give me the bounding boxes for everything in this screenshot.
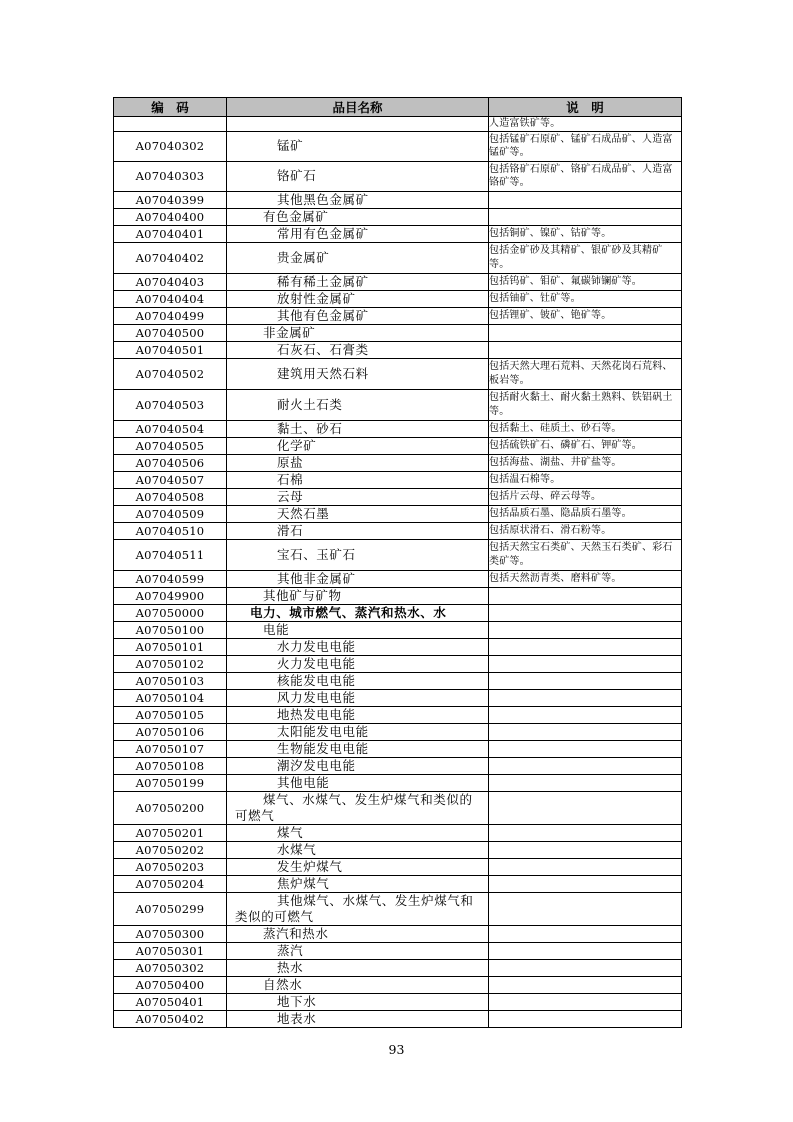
table-row	[114, 638, 682, 655]
item-description-cell: 包括片云母、碎云母等。	[489, 488, 682, 505]
item-name-cell	[227, 892, 489, 925]
table-row	[114, 757, 682, 774]
item-name-cell: 核能发电电能	[227, 672, 489, 689]
table-row	[114, 437, 682, 454]
table-header-row	[114, 98, 682, 117]
item-code-cell: A07040507	[114, 471, 227, 488]
item-description-cell: 包括温石棉等。	[489, 471, 682, 488]
item-name-cell: 云母	[227, 488, 489, 505]
item-description-cell	[489, 723, 682, 740]
item-description-cell	[489, 774, 682, 791]
item-code-cell: A07049900	[114, 587, 227, 604]
table-row	[114, 689, 682, 706]
item-name-cell: 其他矿与矿物	[227, 587, 489, 604]
item-code-cell: A07050100	[114, 621, 227, 638]
item-name-cell: 建筑用天然石料	[227, 358, 489, 389]
item-name-cell: 热水	[227, 959, 489, 976]
item-code-cell: A07040599	[114, 570, 227, 587]
table-row	[114, 892, 682, 925]
table-row	[114, 522, 682, 539]
header-item-name: 品目名称	[227, 98, 489, 117]
item-code-cell: A07050200	[114, 791, 227, 824]
table-row	[114, 959, 682, 976]
item-code-cell: A07050299	[114, 892, 227, 925]
item-description-cell: 包括铀矿、钍矿等。	[489, 290, 682, 307]
item-name-cell	[227, 117, 489, 132]
table-row	[114, 191, 682, 208]
table-row	[114, 358, 682, 389]
table-row	[114, 723, 682, 740]
item-name-cell: 宝石、玉矿石	[227, 539, 489, 570]
item-description-cell	[489, 341, 682, 358]
item-name-cell: 其他有色金属矿	[227, 307, 489, 324]
item-code-cell: A07050105	[114, 706, 227, 723]
item-code-cell: A07040503	[114, 389, 227, 420]
table-row	[114, 341, 682, 358]
item-code-cell: A07050103	[114, 672, 227, 689]
item-code-cell: A07040404	[114, 290, 227, 307]
item-name-cell: 放射性金属矿	[227, 290, 489, 307]
item-code-cell: A07040505	[114, 437, 227, 454]
table-row	[114, 604, 682, 621]
item-name-cell: 铬矿石	[227, 161, 489, 191]
item-code-cell: A07050201	[114, 824, 227, 841]
item-code-cell: A07040400	[114, 208, 227, 225]
item-name-cell: 贵金属矿	[227, 242, 489, 273]
item-name-cell: 地下水	[227, 993, 489, 1010]
item-name-cell: 黏土、砂石	[227, 420, 489, 437]
table-row	[114, 672, 682, 689]
item-name-cell: 太阳能发电电能	[227, 723, 489, 740]
item-code-cell: A07040401	[114, 225, 227, 242]
item-description-cell: 包括晶质石墨、隐晶质石墨等。	[489, 505, 682, 522]
table-row	[114, 454, 682, 471]
table-row	[114, 976, 682, 993]
item-code-cell: A07050204	[114, 875, 227, 892]
item-name-cell: 水力发电电能	[227, 638, 489, 655]
item-description-cell: 包括钨矿、钼矿、氟碳铈镧矿等。	[489, 273, 682, 290]
item-name-cell: 化学矿	[227, 437, 489, 454]
item-code-cell: A07050104	[114, 689, 227, 706]
item-description-cell	[489, 689, 682, 706]
item-name-cell: 潮汐发电电能	[227, 757, 489, 774]
header-code: 编 码	[114, 98, 227, 117]
table-row	[114, 539, 682, 570]
item-name-cell: 石棉	[227, 471, 489, 488]
item-description-cell	[489, 858, 682, 875]
table-row	[114, 324, 682, 341]
item-description-cell	[489, 791, 682, 824]
item-description-cell	[489, 655, 682, 672]
table-row	[114, 993, 682, 1010]
item-description-cell	[489, 706, 682, 723]
item-name-cell: 地表水	[227, 1010, 489, 1027]
item-description-cell	[489, 925, 682, 942]
table-row	[114, 471, 682, 488]
item-code-cell: A07040502	[114, 358, 227, 389]
item-code-cell: A07040499	[114, 307, 227, 324]
item-code-cell: A07050199	[114, 774, 227, 791]
table-row	[114, 621, 682, 638]
item-description-cell	[489, 672, 682, 689]
table-row	[114, 225, 682, 242]
item-description-cell	[489, 841, 682, 858]
item-code-cell: A07040402	[114, 242, 227, 273]
item-code-cell: A07050202	[114, 841, 227, 858]
table-row	[114, 208, 682, 225]
item-description-cell: 包括天然沥青类、磨料矿等。	[489, 570, 682, 587]
item-code-cell: A07040403	[114, 273, 227, 290]
item-description-cell: 包括锂矿、铍矿、铯矿等。	[489, 307, 682, 324]
table-row	[114, 161, 682, 191]
item-name-cell: 自然水	[227, 976, 489, 993]
item-name-cell: 非金属矿	[227, 324, 489, 341]
item-code-cell: A07040303	[114, 161, 227, 191]
item-name-text: 煤气、水煤气、发生炉煤气和类似的可燃气	[235, 791, 473, 823]
item-description-cell	[489, 993, 682, 1010]
table-row	[114, 488, 682, 505]
page-number: 93	[388, 1042, 405, 1057]
table-row	[114, 858, 682, 875]
item-name-cell: 其他黑色金属矿	[227, 191, 489, 208]
item-code-cell: A07040508	[114, 488, 227, 505]
item-code-cell: A07050400	[114, 976, 227, 993]
item-code-cell: A07040511	[114, 539, 227, 570]
item-name-cell: 天然石墨	[227, 505, 489, 522]
item-description-cell: 人造富铁矿等。	[489, 117, 682, 132]
item-description-cell	[489, 824, 682, 841]
item-name-cell: 蒸汽	[227, 942, 489, 959]
item-description-cell	[489, 757, 682, 774]
item-description-cell: 包括天然大理石荒料、天然花岗石荒料、板岩等。	[489, 358, 682, 389]
item-description-cell: 包括黏土、硅质土、砂石等。	[489, 420, 682, 437]
table-row	[114, 273, 682, 290]
item-description-cell	[489, 191, 682, 208]
header-description: 说 明	[489, 98, 682, 117]
item-code-cell: A07050301	[114, 942, 227, 959]
table-row	[114, 791, 682, 824]
item-code-cell: A07050203	[114, 858, 227, 875]
item-name-cell: 电力、城市燃气、蒸汽和热水、水	[227, 604, 489, 621]
item-description-cell: 包括海盐、湖盐、井矿盐等。	[489, 454, 682, 471]
table-row	[114, 587, 682, 604]
item-code-cell: A07050101	[114, 638, 227, 655]
table-row	[114, 841, 682, 858]
table-row	[114, 307, 682, 324]
item-code-cell: A07050108	[114, 757, 227, 774]
table-row	[114, 389, 682, 420]
table-row	[114, 570, 682, 587]
item-name-cell: 蒸汽和热水	[227, 925, 489, 942]
table-row	[114, 131, 682, 161]
item-name-cell: 稀有稀土金属矿	[227, 273, 489, 290]
item-name-cell: 地热发电电能	[227, 706, 489, 723]
item-code-cell: A07040504	[114, 420, 227, 437]
table-row	[114, 655, 682, 672]
item-name-cell: 耐火土石类	[227, 389, 489, 420]
item-description-cell	[489, 621, 682, 638]
item-name-cell: 火力发电电能	[227, 655, 489, 672]
table-row	[114, 706, 682, 723]
item-description-cell: 包括耐火黏土、耐火黏土熟料、铁铝矾土等。	[489, 389, 682, 420]
table-row	[114, 420, 682, 437]
item-name-cell: 锰矿	[227, 131, 489, 161]
item-code-cell: A07050107	[114, 740, 227, 757]
table-row	[114, 290, 682, 307]
item-description-cell: 包括金矿砂及其精矿、银矿砂及其精矿等。	[489, 242, 682, 273]
item-description-cell	[489, 942, 682, 959]
table-row	[114, 942, 682, 959]
table-row	[114, 242, 682, 273]
item-code-cell: A07050302	[114, 959, 227, 976]
item-description-cell	[489, 976, 682, 993]
item-code-cell: A07040509	[114, 505, 227, 522]
item-name-cell: 风力发电电能	[227, 689, 489, 706]
item-code-cell: A07040500	[114, 324, 227, 341]
item-name-cell: 其他非金属矿	[227, 570, 489, 587]
table-row	[114, 875, 682, 892]
item-description-cell	[489, 740, 682, 757]
item-description-cell	[489, 604, 682, 621]
item-description-cell: 包括锰矿石原矿、锰矿石成品矿、人造富锰矿等。	[489, 131, 682, 161]
item-name-cell: 电能	[227, 621, 489, 638]
item-code-cell	[114, 117, 227, 132]
item-name-cell: 发生炉煤气	[227, 858, 489, 875]
item-description-cell: 包括硫铁矿石、磷矿石、钾矿等。	[489, 437, 682, 454]
item-code-cell: A07050000	[114, 604, 227, 621]
table-row	[114, 925, 682, 942]
table-row	[114, 117, 682, 132]
table-row	[114, 774, 682, 791]
item-name-cell: 滑石	[227, 522, 489, 539]
item-description-cell: 包括铜矿、镍矿、钴矿等。	[489, 225, 682, 242]
item-code-cell: A07050401	[114, 993, 227, 1010]
item-description-cell	[489, 208, 682, 225]
item-name-cell: 其他电能	[227, 774, 489, 791]
item-description-cell	[489, 959, 682, 976]
catalog-table	[113, 97, 682, 1028]
table-row	[114, 505, 682, 522]
item-description-cell: 包括原状滑石、滑石粉等。	[489, 522, 682, 539]
item-description-cell	[489, 1010, 682, 1027]
item-code-cell: A07040506	[114, 454, 227, 471]
item-description-cell	[489, 324, 682, 341]
item-code-cell: A07050300	[114, 925, 227, 942]
item-name-cell: 生物能发电电能	[227, 740, 489, 757]
item-name-cell: 煤气	[227, 824, 489, 841]
table-row	[114, 824, 682, 841]
item-code-cell: A07040399	[114, 191, 227, 208]
item-description-cell: 包括铬矿石原矿、铬矿石成品矿、人造富铬矿等。	[489, 161, 682, 191]
item-name-cell: 石灰石、石膏类	[227, 341, 489, 358]
item-code-cell: A07050402	[114, 1010, 227, 1027]
table-row	[114, 740, 682, 757]
item-name-cell: 有色金属矿	[227, 208, 489, 225]
table-row	[114, 1010, 682, 1027]
item-name-cell: 焦炉煤气	[227, 875, 489, 892]
item-description-cell	[489, 892, 682, 925]
item-name-cell: 水煤气	[227, 841, 489, 858]
item-description-cell	[489, 875, 682, 892]
item-code-cell: A07040302	[114, 131, 227, 161]
item-name-cell: 原盐	[227, 454, 489, 471]
item-code-cell: A07050102	[114, 655, 227, 672]
item-name-cell	[227, 791, 489, 824]
item-code-cell: A07040510	[114, 522, 227, 539]
item-description-cell	[489, 638, 682, 655]
item-name-text: 其他煤气、水煤气、发生炉煤气和类似的可燃气	[235, 892, 474, 924]
item-description-cell: 包括天然宝石类矿、天然玉石类矿、彩石类矿等。	[489, 539, 682, 570]
item-code-cell: A07050106	[114, 723, 227, 740]
item-code-cell: A07040501	[114, 341, 227, 358]
item-name-cell: 常用有色金属矿	[227, 225, 489, 242]
item-description-cell	[489, 587, 682, 604]
